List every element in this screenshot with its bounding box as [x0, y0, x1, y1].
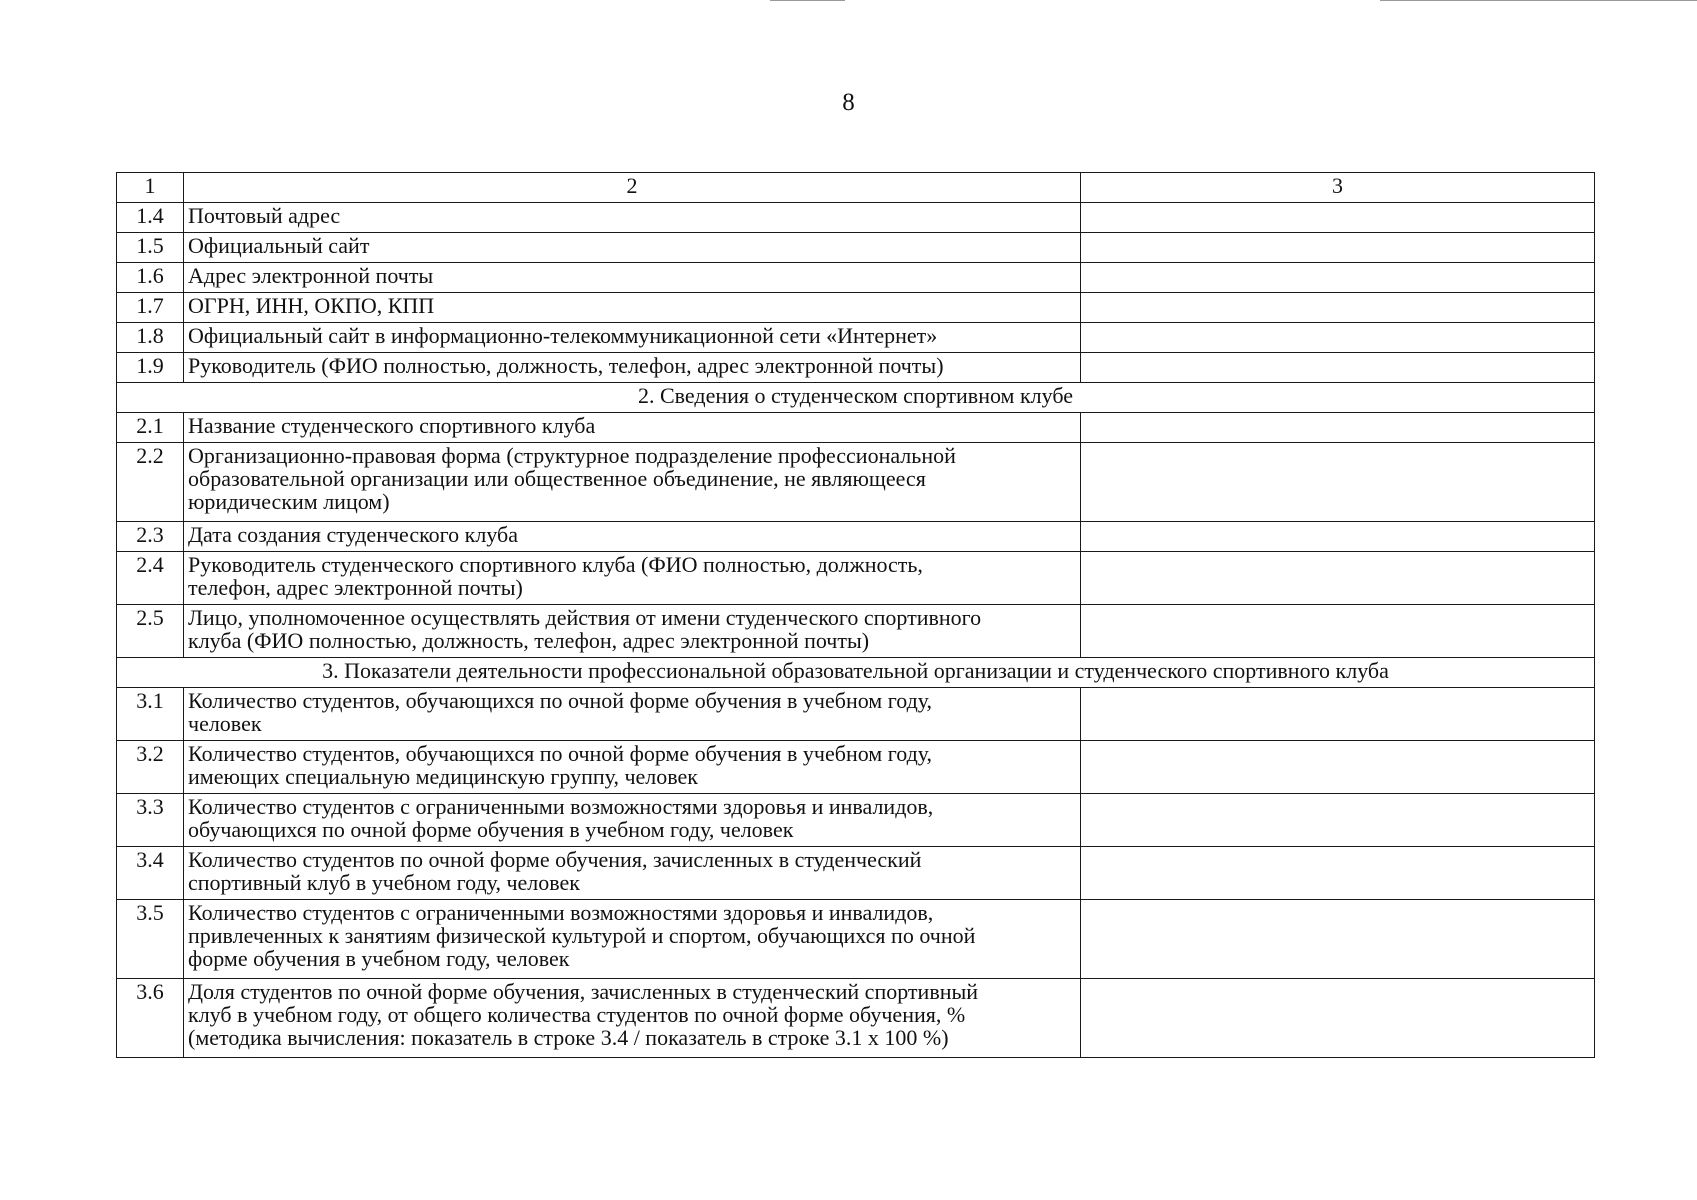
description-line: человек: [188, 711, 262, 736]
row-description: [184, 794, 1081, 847]
row-number: 1.4: [117, 203, 184, 233]
description-line: юридическим лицом): [188, 489, 390, 514]
row-number: 2.5: [117, 605, 184, 658]
row-value-cell[interactable]: [1081, 741, 1595, 794]
row-number: 1.9: [117, 353, 184, 383]
description-line: Количество студентов с ограниченными возможностями здоровья и инвалидов,: [188, 900, 934, 925]
description-line: форме обучения в учебном году, человек: [188, 946, 570, 971]
column-header-description: 2: [184, 173, 1081, 203]
row-description: [184, 847, 1081, 900]
column-header-number: 1: [117, 173, 184, 203]
description-line: Количество студентов, обучающихся по очной форме обучения в учебном году,: [188, 741, 933, 766]
row-description: [184, 900, 1081, 979]
row-description: Название студенческого спортивного клуба: [184, 413, 1081, 443]
row-number: 3.6: [117, 979, 184, 1058]
row-value-cell[interactable]: [1081, 293, 1595, 323]
description-line: Руководитель студенческого спортивного клуба (ФИО полностью, должность,: [188, 552, 923, 577]
row-description: [184, 688, 1081, 741]
description-line: Лицо, уполномоченное осуществлять действия от имени студенческого спортивного: [188, 605, 982, 630]
description-line: Количество студентов с ограниченными возможностями здоровья и инвалидов,: [188, 794, 934, 819]
row-number: 3.3: [117, 794, 184, 847]
row-description: Руководитель (ФИО полностью, должность, телефон, адрес электронной почты): [184, 353, 1081, 383]
row-number: 2.2: [117, 443, 184, 522]
table-row: [117, 605, 1595, 658]
table-row: [117, 233, 1595, 263]
row-description: [184, 443, 1081, 522]
section-heading: 2. Сведения о студенческом спортивном клубе: [117, 383, 1595, 413]
description-line: (методика вычисления: показатель в строке 3.4 / показатель в строке 3.1 х 100 %): [188, 1025, 949, 1050]
table-row: [117, 794, 1595, 847]
table-row: [117, 522, 1595, 552]
row-description: [184, 741, 1081, 794]
row-number: 1.5: [117, 233, 184, 263]
row-number: 3.5: [117, 900, 184, 979]
table-row: [117, 552, 1595, 605]
table-row: [117, 323, 1595, 353]
description-line: привлеченных к занятиям физической культурой и спортом, обучающихся по очной: [188, 923, 976, 948]
table-row: [117, 979, 1595, 1058]
description-line: Количество студентов, обучающихся по очной форме обучения в учебном году,: [188, 688, 933, 713]
row-number: 1.8: [117, 323, 184, 353]
table-row: [117, 741, 1595, 794]
row-value-cell[interactable]: [1081, 443, 1595, 522]
description-line: клуба (ФИО полностью, должность, телефон, адрес электронной почты): [188, 628, 870, 653]
row-value-cell[interactable]: [1081, 413, 1595, 443]
table-row: [117, 900, 1595, 979]
row-number: 2.1: [117, 413, 184, 443]
row-value-cell[interactable]: [1081, 353, 1595, 383]
table-header-row: [117, 173, 1595, 203]
row-number: 2.4: [117, 552, 184, 605]
row-value-cell[interactable]: [1081, 323, 1595, 353]
table-row: [117, 413, 1595, 443]
description-line: Количество студентов по очной форме обучения, зачисленных в студенческий: [188, 847, 922, 872]
row-description: [184, 979, 1081, 1058]
description-line: имеющих специальную медицинскую группу, человек: [188, 764, 698, 789]
form-table: [116, 172, 1595, 1058]
table-row: [117, 443, 1595, 522]
description-line: клуб в учебном году, от общего количества студентов по очной форме обучения, %: [188, 1002, 966, 1027]
row-value-cell[interactable]: [1081, 552, 1595, 605]
scan-artifact-line: [770, 0, 845, 1]
row-description: Официальный сайт в информационно-телекоммуникационной сети «Интернет»: [184, 323, 1081, 353]
scan-artifact-line: [1380, 0, 1697, 1]
row-number: 3.2: [117, 741, 184, 794]
row-value-cell[interactable]: [1081, 605, 1595, 658]
row-number: 1.6: [117, 263, 184, 293]
row-value-cell[interactable]: [1081, 979, 1595, 1058]
row-value-cell[interactable]: [1081, 847, 1595, 900]
row-description: ОГРН, ИНН, ОКПО, КПП: [184, 293, 1081, 323]
row-number: 1.7: [117, 293, 184, 323]
form-table-body: [117, 173, 1595, 1058]
row-description: Дата создания студенческого клуба: [184, 522, 1081, 552]
row-description: Адрес электронной почты: [184, 263, 1081, 293]
row-description: Официальный сайт: [184, 233, 1081, 263]
column-header-value: 3: [1081, 173, 1595, 203]
row-value-cell[interactable]: [1081, 203, 1595, 233]
description-line: Организационно-правовая форма (структурное подразделение профессиональной: [188, 443, 956, 468]
row-value-cell[interactable]: [1081, 233, 1595, 263]
section-heading-row: [117, 383, 1595, 413]
row-description: [184, 552, 1081, 605]
table-row: [117, 847, 1595, 900]
description-line: телефон, адрес электронной почты): [188, 575, 523, 600]
table-row: [117, 688, 1595, 741]
page-number: 8: [842, 89, 855, 116]
description-line: образовательной организации или общественное объединение, не являющееся: [188, 466, 926, 491]
row-description: [184, 605, 1081, 658]
description-line: спортивный клуб в учебном году, человек: [188, 870, 580, 895]
description-line: обучающихся по очной форме обучения в учебном году, человек: [188, 817, 794, 842]
table-row: [117, 353, 1595, 383]
row-number: 3.1: [117, 688, 184, 741]
row-value-cell[interactable]: [1081, 794, 1595, 847]
table-row: [117, 293, 1595, 323]
row-value-cell[interactable]: [1081, 688, 1595, 741]
row-number: 3.4: [117, 847, 184, 900]
table-row: [117, 203, 1595, 233]
section-heading: 3. Показатели деятельности профессиональной образовательной организации и студенческого спортивного клуба: [117, 658, 1595, 688]
row-number: 2.3: [117, 522, 184, 552]
description-line: Доля студентов по очной форме обучения, зачисленных в студенческий спортивный: [188, 979, 979, 1004]
table-row: [117, 263, 1595, 293]
row-value-cell[interactable]: [1081, 263, 1595, 293]
row-value-cell[interactable]: [1081, 900, 1595, 979]
section-heading-row: [117, 658, 1595, 688]
row-value-cell[interactable]: [1081, 522, 1595, 552]
row-description: Почтовый адрес: [184, 203, 1081, 233]
